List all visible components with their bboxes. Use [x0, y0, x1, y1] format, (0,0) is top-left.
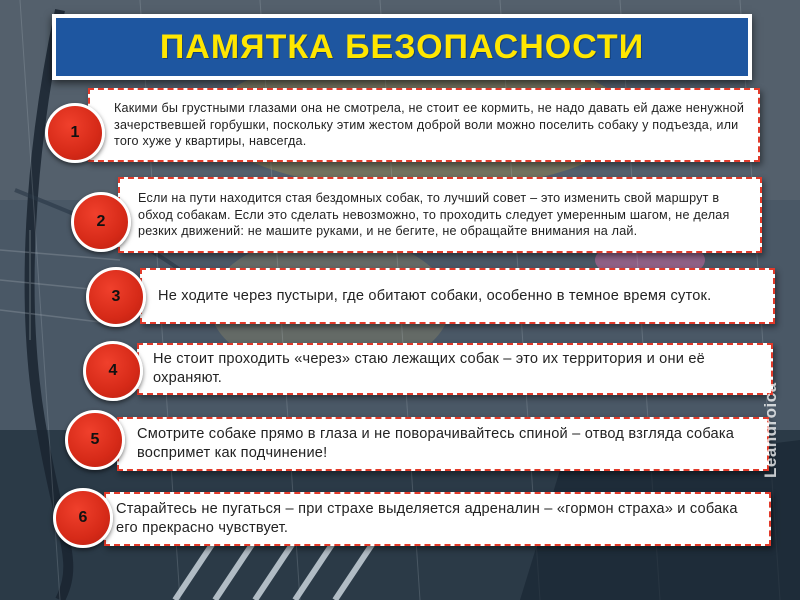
page-title: ПАМЯТКА БЕЗОПАСНОСТИ — [159, 27, 645, 66]
tip-number-badge-1 — [45, 103, 105, 163]
tip-number-3: 3 — [111, 288, 121, 305]
tip-number-badge-3 — [86, 267, 146, 327]
tip-number-badge-2 — [71, 192, 131, 252]
tip-number-2: 2 — [96, 213, 106, 230]
tip-text-4: Не стоит проходить «через» стаю лежащих собак – это их территория и они её охраняют. — [153, 351, 705, 386]
tip-box-5 — [117, 417, 769, 471]
tip-box-2 — [118, 177, 762, 253]
tip-number-4: 4 — [108, 362, 118, 379]
tip-text-6: Старайтесь не пугаться – при страхе выделяется адреналин – «гормон страха» и собака его прекрасно чувствует. — [116, 501, 738, 536]
tip-box-1 — [88, 88, 760, 162]
tip-number-badge-5 — [65, 410, 125, 470]
tip-text-1: Какими бы грустными глазами она не смотрела, не стоит ее кормить, не надо давать ей даже ненужной зачерствевшей горбушки, поскольку этим жестом доброй воли можно поселить собаку у подъезда, или того хуже у квартиры, навсегда. — [114, 101, 745, 149]
tip-number-5: 5 — [90, 431, 100, 448]
tip-number-1: 1 — [70, 124, 80, 141]
tip-number-6: 6 — [78, 509, 88, 526]
tip-number-badge-6 — [53, 488, 113, 548]
tip-box-6 — [104, 492, 771, 546]
tip-number-badge-4 — [83, 341, 143, 401]
artist-watermark: Leandroica — [761, 382, 780, 478]
tip-text-3: Не ходите через пустыри, где обитают собаки, особенно в темное время суток. — [158, 287, 712, 304]
title-banner — [52, 14, 752, 80]
tip-box-3 — [140, 268, 775, 324]
tip-text-5: Смотрите собаке прямо в глаза и не поворачивайтесь спиной – отвод взгляда собака воспримет как подчинение! — [137, 426, 735, 461]
tip-box-4 — [137, 343, 773, 395]
tip-text-2: Если на пути находится стая бездомных собак, то лучший совет – это изменить свой маршрут в обход собакам. Если это сделать невозможно, то проходить следует умеренным шагом, не делая резких движений: не машите руками, и не бегите, не обращайте внимания на лай. — [138, 191, 730, 239]
